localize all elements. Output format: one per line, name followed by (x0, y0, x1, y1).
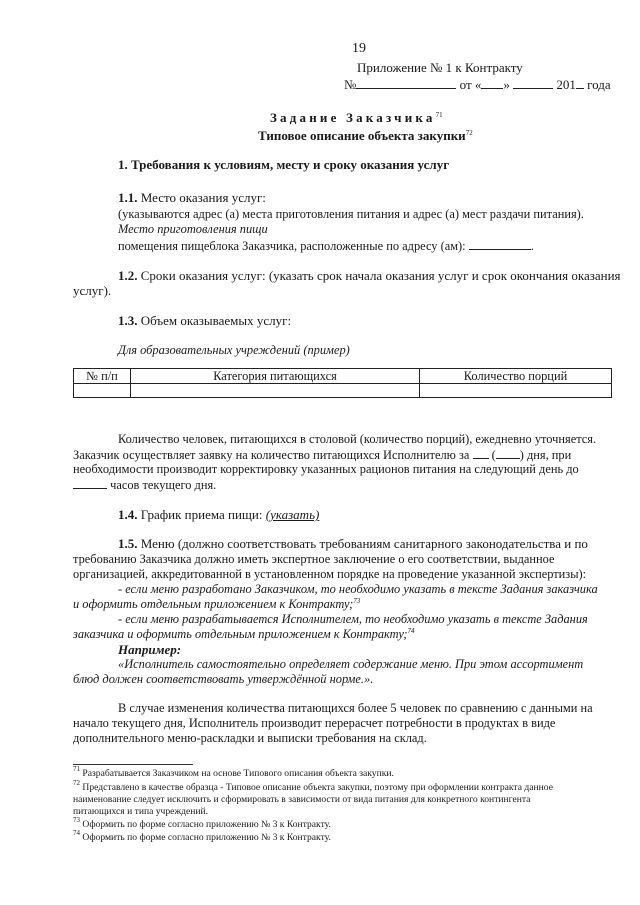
bullet-1-line2 (73, 597, 360, 612)
number-blank (356, 77, 456, 89)
bullet-2-line2 (73, 627, 414, 642)
clause-1-1-line4 (118, 238, 534, 254)
example-heading: Например: (118, 642, 182, 657)
contract-number-line (344, 77, 611, 92)
footnote-number: 73 (73, 816, 80, 824)
hours-blank (73, 477, 107, 489)
clause-1-2-line1 (118, 268, 621, 283)
year-suffix: года (587, 77, 611, 92)
footnote-ref-73: 73 (353, 597, 361, 605)
clause-1-1-line2: (указываются адрес (а) места приготовления питания и адрес (а) мест раздачи питания). (118, 207, 584, 221)
final-line3: дополнительного меню-раскладки и выписки требования на склад. (73, 731, 427, 745)
footnote-71 (73, 765, 394, 780)
clause-1-2-line2: услуг). (73, 283, 112, 298)
days-blank (473, 447, 489, 459)
clause-1-4-placeholder: (указать) (265, 507, 320, 522)
after-table-line3: необходимости производит корректировку указанных рационов питания на следующий день до (73, 462, 579, 476)
footnote-72-line3: питающихся и типа учреждений. (73, 806, 209, 817)
bullet-2-line1: - если меню разрабатывается Исполнителем, то необходимо указать в тексте Задания (118, 612, 588, 626)
table-header-cell-portions: Количество порций (420, 369, 612, 384)
month-blank (513, 77, 553, 89)
after-table-line2 (73, 447, 571, 463)
clause-1-1-line3: Место приготовления пищи (118, 222, 268, 236)
document-title (270, 110, 443, 125)
clause-1-5-line1 (118, 536, 588, 551)
document-subtitle-text: Типовое описание объекта закупки (258, 128, 466, 143)
clause-1-5-line2: требованию Заказчика должно иметь экспертное заключение о его соответствии, выданное (73, 552, 555, 566)
table-header-cell-number: № п/п (74, 369, 131, 384)
request-text: Заказчик осуществляет заявку на количество питающихся Исполнителю за (73, 448, 473, 462)
footnote-text: Представлено в качестве образца - Типовое описание объекта закупки, поэтому при оформлении контракта данное (80, 782, 553, 793)
quote-close: » (503, 77, 510, 92)
clause-1-5-line3: организацией, аккредитованной в установленном порядке на проведение указанной экспертизы): (73, 567, 587, 581)
example-label: Для образовательных учреждений (пример) (118, 343, 350, 357)
bullet-1-line1: - если меню разработано Заказчиком, то необходимо указать в тексте Задания заказчика (118, 582, 598, 596)
appendix-label: Приложение № 1 к Контракту (357, 60, 523, 75)
hours-text: часов текущего дня. (107, 478, 217, 492)
bullet-2-text: заказчика и оформить отдельным приложением к Контракту; (73, 627, 408, 641)
clause-1-2-number: 1.2. (118, 268, 138, 283)
address-blank (469, 238, 531, 250)
date-from: от « (459, 77, 482, 92)
table-header-row (74, 369, 612, 384)
example-line1: «Исполнитель самостоятельно определяет содержание меню. При этом ассортимент (118, 657, 584, 671)
footnote-text: Оформить по форме согласно приложению № 3 к Контракту. (80, 832, 331, 843)
footnote-number: 72 (73, 779, 80, 787)
footnote-ref-74: 74 (407, 627, 415, 635)
footnote-73 (73, 816, 331, 831)
days-words-blank (496, 447, 520, 459)
clause-1-4 (118, 507, 319, 522)
final-line2: начало текущего дня, Исполнитель производит перерасчет потребности в продуктах в виде (73, 716, 556, 730)
footnote-number: 71 (73, 765, 80, 773)
table-cell (420, 384, 612, 398)
year-blank (576, 77, 584, 89)
clause-1-1-address-text: помещения пищеблока Заказчика, расположенные по адресу (ам): (118, 239, 469, 253)
clause-1-1-number: 1.1. (118, 190, 138, 205)
clause-1-1 (118, 190, 266, 205)
footnote-text: Оформить по форме согласно приложению № 3 к Контракту. (80, 819, 331, 830)
request-paren-open: ( (488, 448, 496, 462)
year-prefix: 201 (556, 77, 576, 92)
footnote-ref-72: 72 (465, 129, 473, 137)
document-subtitle (258, 128, 473, 143)
clause-1-1-text: Место оказания услуг: (137, 190, 266, 205)
section-1-heading: 1. Требования к условиям, месту и сроку оказания услуг (118, 157, 450, 172)
number-prefix: № (344, 77, 357, 92)
table-cell (74, 384, 131, 398)
clause-1-4-text: График приема пищи: (137, 507, 266, 522)
table-row (74, 384, 612, 398)
clause-1-5-number: 1.5. (118, 536, 138, 551)
clause-1-4-number: 1.4. (118, 507, 138, 522)
document-title-text: Задание Заказчика (270, 110, 436, 125)
footnote-ref-71: 71 (435, 111, 443, 119)
footnote-number: 74 (73, 829, 80, 837)
example-line2: блюд должен соответствовать утверждённой норме.». (73, 672, 374, 686)
page-number: 19 (352, 41, 366, 56)
address-end: . (530, 239, 534, 253)
day-blank (481, 77, 503, 89)
table-header-cell-category: Категория питающихся (131, 369, 420, 384)
clause-1-3 (118, 313, 291, 328)
footnote-72-line2: наименование следует исключить и сформировать в зависимости от вида питания для конкретного контингента (73, 794, 531, 805)
table-cell (131, 384, 420, 398)
portions-table (73, 368, 612, 398)
footnote-separator (73, 764, 193, 765)
after-table-line4 (73, 477, 216, 493)
after-table-line1: Количество человек, питающихся в столовой (количество порций), ежедневно уточняется. (118, 432, 597, 446)
footnote-72 (73, 779, 553, 794)
final-line1: В случае изменения количества питающихся более 5 человек по сравнению с данными на (118, 701, 593, 715)
bullet-1-text: и оформить отдельным приложением к Контракту; (73, 597, 354, 611)
clause-1-3-text: Объем оказываемых услуг: (137, 313, 292, 328)
footnote-text: Разрабатывается Заказчиком на основе Типового описания объекта закупки. (80, 768, 394, 779)
footnote-74 (73, 829, 331, 844)
clause-1-5-text: Меню (должно соответствовать требованиям санитарного законодательства и по (137, 536, 588, 551)
request-paren-close: ) дня, при (519, 448, 572, 462)
clause-1-2-text: Сроки оказания услуг: (указать срок начала оказания услуг и срок окончания оказания (137, 268, 621, 283)
clause-1-3-number: 1.3. (118, 313, 138, 328)
